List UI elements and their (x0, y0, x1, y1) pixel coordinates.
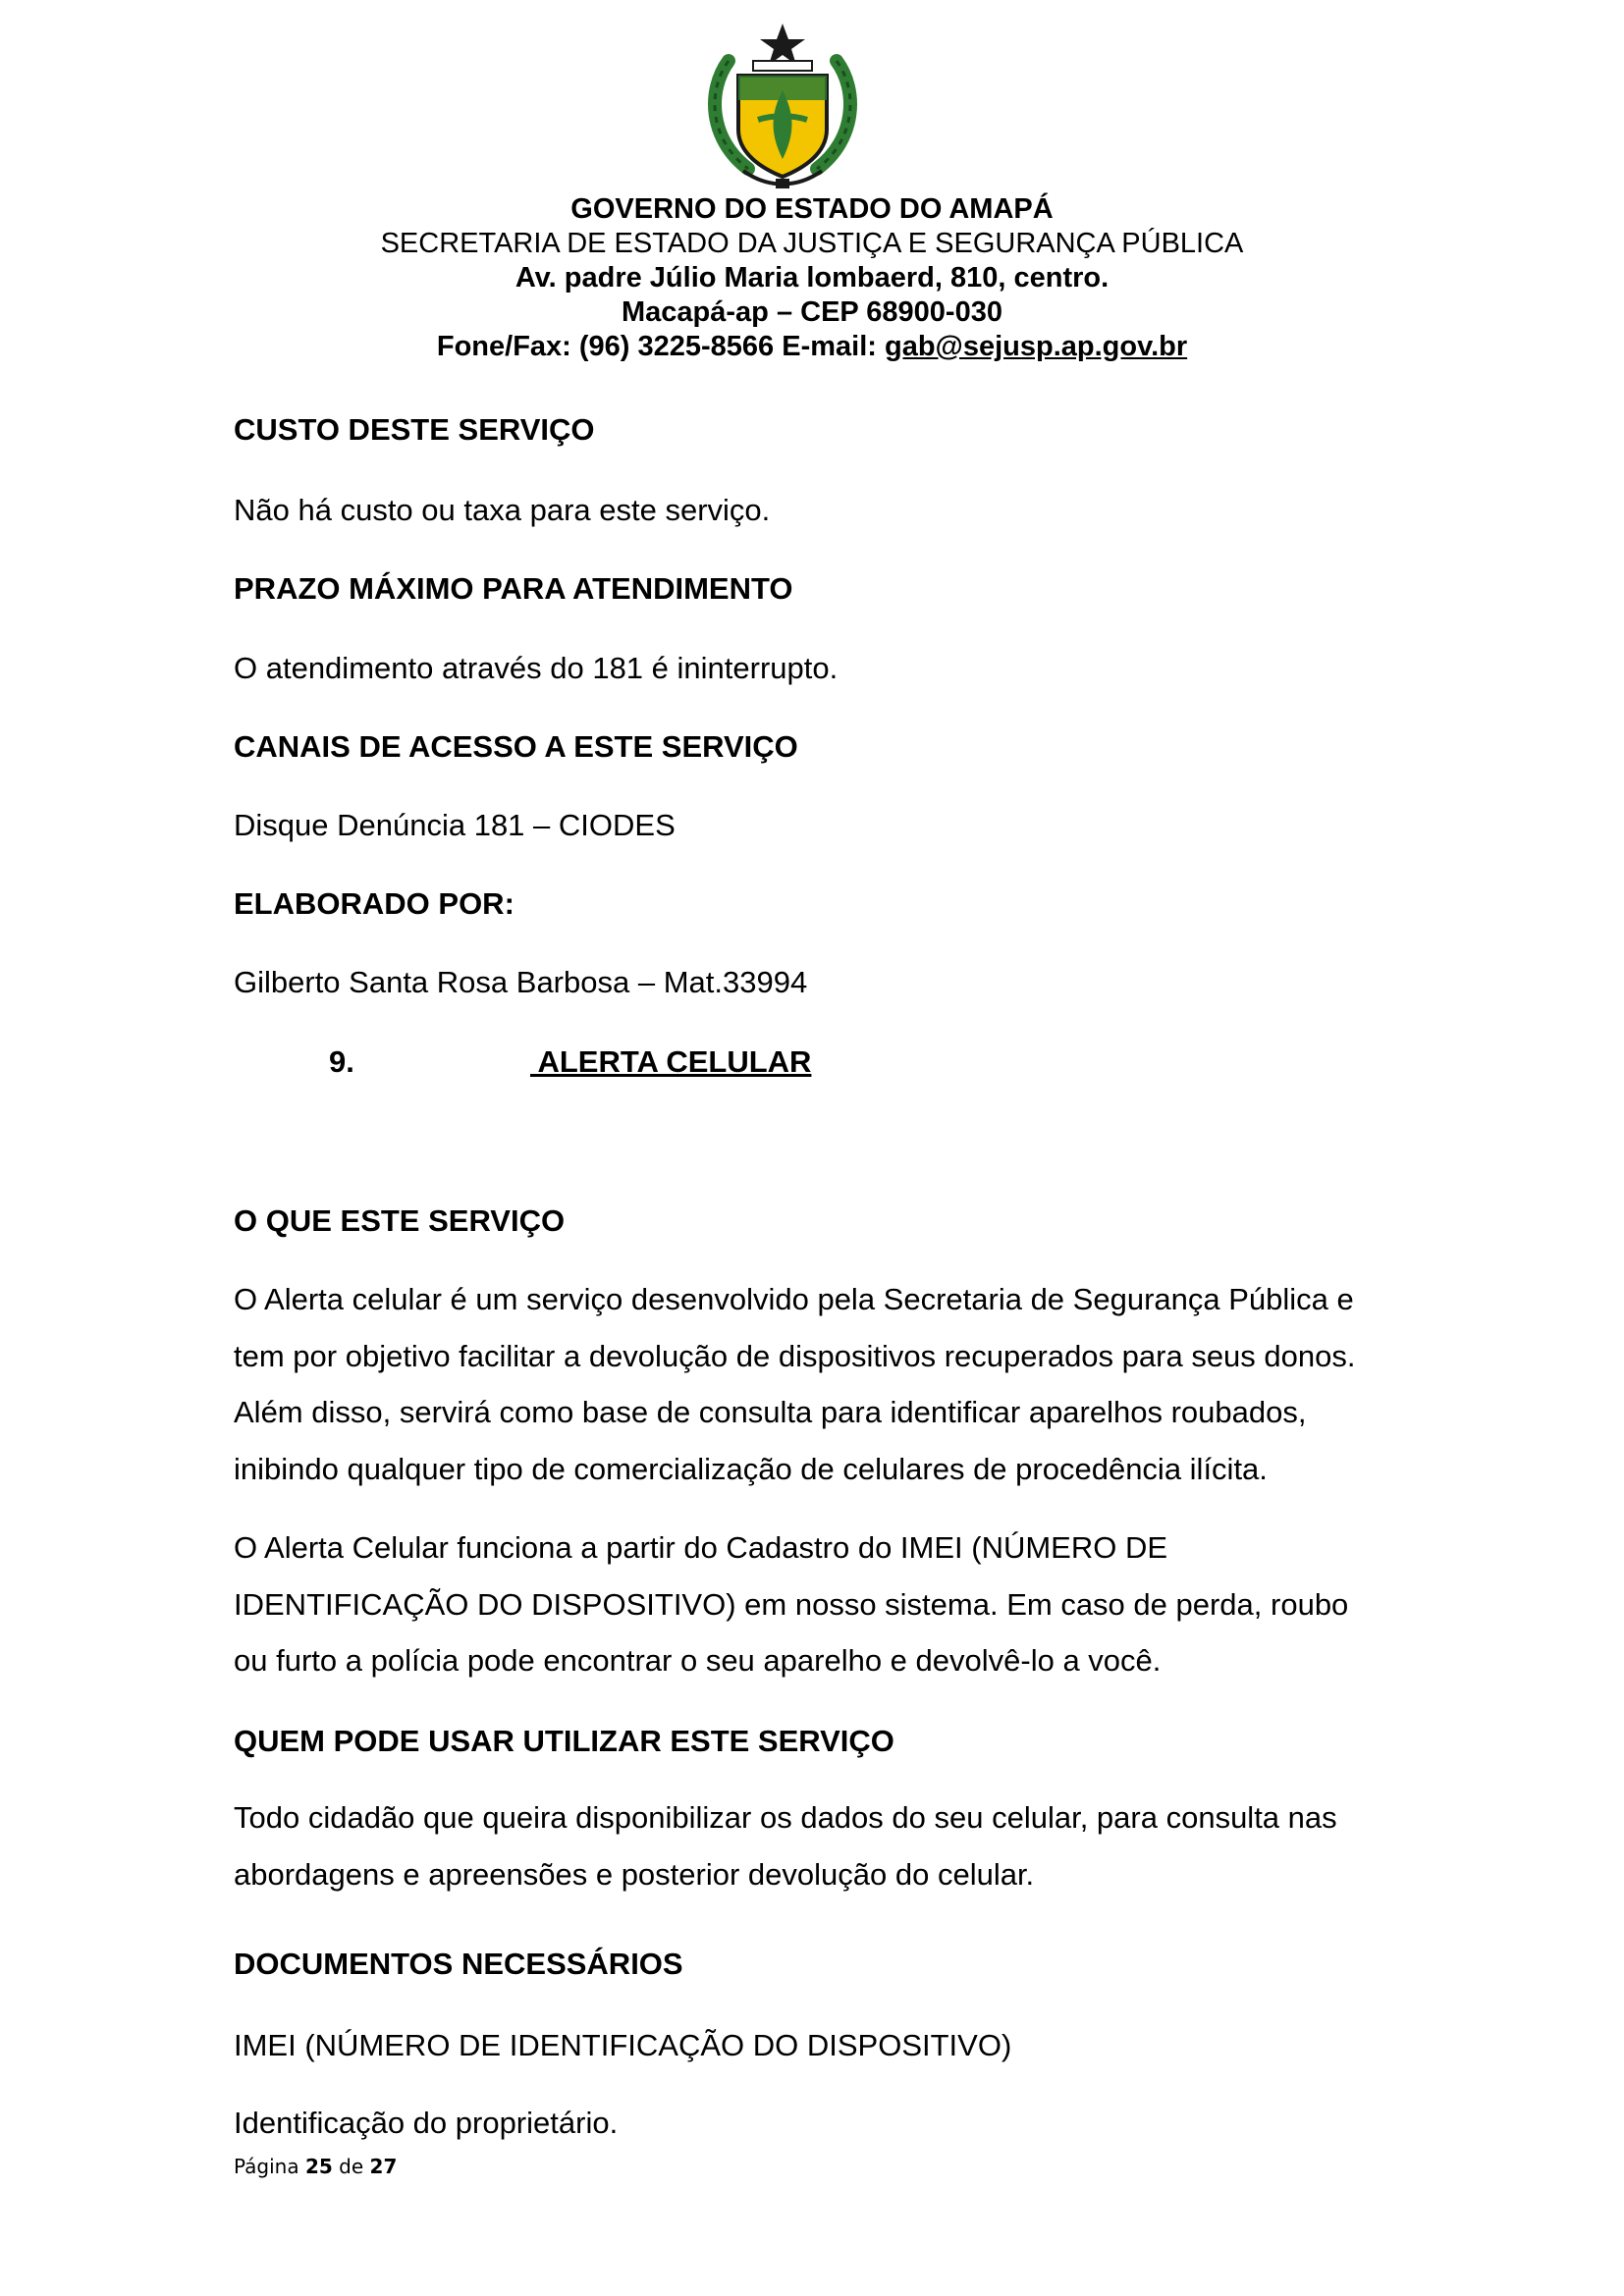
letterhead (0, 192, 1624, 364)
phone-text: Fone/Fax: (96) 3225-8566 E-mail: (436, 331, 885, 362)
who-paragraph (234, 1789, 1461, 1902)
section-title: ALERTA CELULAR (530, 1044, 812, 1079)
what-paragraph-2 (234, 1520, 1461, 1689)
address-line: Av. padre Júlio Maria lombaerd, 810, centro. (514, 262, 1110, 294)
what-heading: O QUE ESTE SERVIÇO (234, 1203, 566, 1238)
email-link[interactable]: gab@sejusp.ap.gov.br (885, 331, 1188, 362)
city-cep-line: Macapá-ap – CEP 68900-030 (622, 296, 1002, 328)
author-heading: ELABORADO POR: (234, 886, 514, 921)
documents-text-imei: IMEI (NÚMERO DE IDENTIFICAÇÃO DO DISPOSITIVO) (234, 2028, 1012, 2062)
paragraph-line: tem por objetivo facilitar a devolução de dispositivos recuperados para seus donos. (234, 1338, 1356, 1373)
paragraph-line: Todo cidadão que queira disponibilizar os dados do seu celular, para consulta nas (234, 1800, 1337, 1835)
documents-heading: DOCUMENTOS NECESSÁRIOS (234, 1947, 683, 1981)
contact-line (0, 330, 1624, 364)
cost-text: Não há custo ou taxa para este serviço. (234, 493, 771, 527)
secretariat-title: SECRETARIA DE ESTADO DA JUSTIÇA E SEGURANÇA PÚBLICA (380, 228, 1244, 259)
page-current: 25 (304, 2155, 333, 2178)
page-total: 27 (369, 2155, 398, 2178)
channels-text: Disque Denúncia 181 – CIODES (234, 808, 676, 842)
cost-heading: CUSTO DESTE SERVIÇO (234, 412, 595, 447)
government-title: GOVERNO DO ESTADO DO AMAPÁ (570, 193, 1054, 225)
who-heading: QUEM PODE USAR UTILIZAR ESTE SERVIÇO (234, 1724, 894, 1758)
what-paragraph-1 (234, 1271, 1461, 1497)
section-number: 9. (329, 1044, 354, 1079)
paragraph-line: inibindo qualquer tipo de comercialização de celulares de procedência ilícita. (234, 1451, 1268, 1486)
paragraph-line: abordagens e apreensões e posterior devolução do celular. (234, 1856, 1035, 1892)
state-coat-of-arms (699, 22, 866, 194)
paragraph-line: IDENTIFICAÇÃO DO DISPOSITIVO) em nosso sistema. Em caso de perda, roubo (234, 1586, 1349, 1622)
paragraph-line: O Alerta Celular funciona a partir do Cadastro do IMEI (NÚMERO DE (234, 1530, 1168, 1565)
paragraph-line: ou furto a polícia pode encontrar o seu aparelho e devolvê-lo a você. (234, 1643, 1162, 1678)
author-text: Gilberto Santa Rosa Barbosa – Mat.33994 (234, 965, 808, 999)
paragraph-line: O Alerta celular é um serviço desenvolvido pela Secretaria de Segurança Pública e (234, 1282, 1354, 1316)
paragraph-line: Além disso, servirá como base de consulta para identificar aparelhos roubados, (234, 1395, 1307, 1429)
documents-text-id: Identificação do proprietário. (234, 2106, 619, 2140)
page-number (234, 2155, 397, 2178)
page-label: Página (234, 2155, 305, 2178)
page-of: de (332, 2155, 370, 2178)
deadline-heading: PRAZO MÁXIMO PARA ATENDIMENTO (234, 571, 793, 606)
deadline-text: O atendimento através do 181 é ininterrupto. (234, 651, 839, 685)
channels-heading: CANAIS DE ACESSO A ESTE SERVIÇO (234, 729, 798, 764)
